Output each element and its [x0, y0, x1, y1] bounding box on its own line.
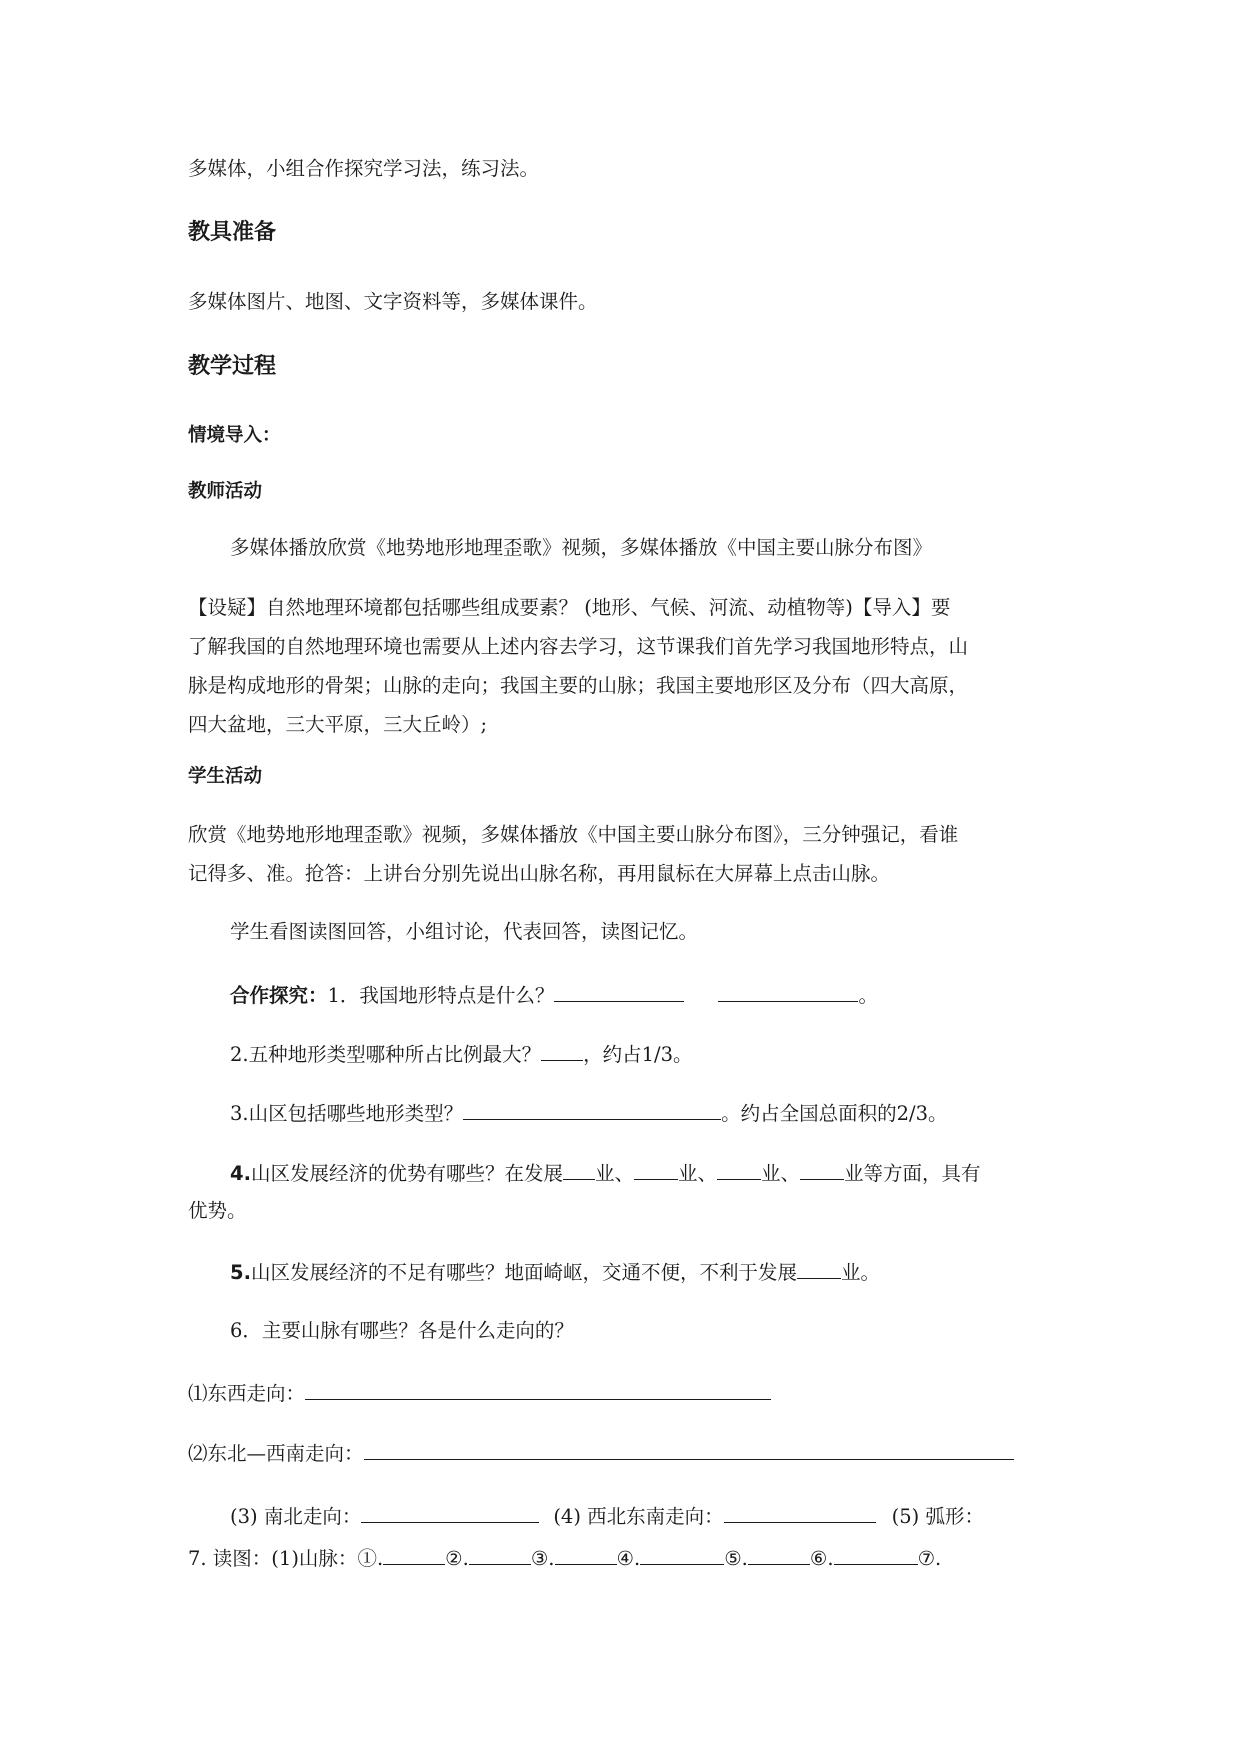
answer-blank[interactable]: [541, 1042, 583, 1061]
question-line-3: 脉是构成地形的骨架；山脉的走向；我国主要的山脉；我国主要地形区及分布（四大高原，: [188, 674, 969, 697]
question-line-1: 【设疑】自然地理环境都包括哪些组成要素？ (地形、气候、河流、动植物等)【导入】要: [188, 596, 951, 619]
exercise-2: [230, 1042, 693, 1066]
answer-blank[interactable]: [469, 1546, 531, 1565]
question-line-4: 四大盆地，三大平原，三大丘岭）;: [188, 713, 488, 736]
mountain-marker-3: ③.: [530, 1547, 555, 1570]
exercise-5-text: 山区发展经济的不足有哪些？地面崎岖，交通不便，不利于发展: [250, 1261, 797, 1284]
direction-label: (3) 南北走向：: [230, 1505, 362, 1528]
answer-blank[interactable]: [555, 1546, 617, 1565]
exercise-1-end: 。: [858, 984, 878, 1007]
answer-blank[interactable]: [640, 1546, 724, 1565]
teacher-activity-text: 多媒体播放欣赏《地势地形地理歪歌》视频，多媒体播放《中国主要山脉分布图》: [230, 536, 933, 559]
question-line-2: 了解我国的自然地理环境也需要从上述内容去学习，这节课我们首先学习我国地形特点，山: [188, 635, 969, 658]
mountain-marker-2: ②.: [445, 1547, 469, 1570]
heading-teaching-process: 教学过程: [188, 354, 277, 379]
answer-blank[interactable]: [364, 1441, 1014, 1460]
heading-teaching-tools: 教具准备: [188, 220, 277, 245]
mountain-marker-1: ①.: [357, 1547, 384, 1570]
student-activity-line-1: 欣赏《地势地形地理歪歌》视频，多媒体播放《中国主要山脉分布图》，三分钟强记，看谁: [188, 823, 959, 846]
mountain-marker-5: ⑤.: [724, 1547, 748, 1570]
exercise-4-suffix: 业、: [761, 1162, 801, 1185]
directions-row: [230, 1504, 984, 1528]
exercise-5-number: 5.: [230, 1261, 251, 1284]
answer-blank[interactable]: [748, 1546, 810, 1565]
answer-blank[interactable]: [463, 1101, 721, 1120]
exercise-7: [188, 1546, 941, 1570]
student-activity-line-2: 记得多、准。抢答：上讲台分别先说出山脉名称，再用鼠标在大屏幕上点击山脉。: [188, 862, 891, 885]
exercise-4-suffix: 业、: [595, 1162, 635, 1185]
student-activity-line-3: 学生看图读图回答，小组讨论，代表回答，读图记忆。: [230, 920, 699, 943]
direction-east-west: [188, 1381, 771, 1405]
answer-blank[interactable]: [634, 1161, 678, 1180]
exercise-1-text: 1．我国地形特点是什么？: [327, 984, 555, 1007]
exercise-7-label: 7. 读图：(1)山脉：: [188, 1547, 358, 1570]
exercise-5-end: 业。: [841, 1261, 881, 1284]
exercise-4-number: 4.: [230, 1162, 251, 1185]
answer-blank[interactable]: [800, 1161, 844, 1180]
heading-intro: 情境导入：: [188, 425, 281, 446]
direction-northeast-southwest: [188, 1441, 1014, 1465]
answer-blank[interactable]: [834, 1546, 918, 1565]
direction-label: (4) 西北东南走向：: [553, 1505, 724, 1528]
mountain-marker-6: ⑥.: [809, 1547, 834, 1570]
exercise-label: 合作探究：: [230, 984, 328, 1007]
answer-blank[interactable]: [724, 1504, 876, 1523]
direction-label: ⑵东北—西南走向：: [188, 1442, 364, 1465]
answer-blank[interactable]: [361, 1504, 539, 1523]
mountain-marker-7: ⑦.: [917, 1547, 942, 1570]
answer-blank[interactable]: [383, 1546, 445, 1565]
direction-label: ⑴东西走向：: [188, 1382, 306, 1405]
exercise-1: [230, 983, 878, 1007]
answer-blank[interactable]: [305, 1381, 771, 1400]
exercise-4-end: 业等方面，具有: [844, 1162, 981, 1185]
exercise-4-text: 山区发展经济的优势有哪些？在发展: [250, 1162, 563, 1185]
exercise-4-continued: 优势。: [188, 1199, 247, 1222]
exercise-3-end: 。约占全国总面积的2/3。: [721, 1102, 948, 1125]
answer-blank[interactable]: [563, 1161, 595, 1180]
answer-blank[interactable]: [797, 1260, 841, 1279]
exercise-5: [230, 1260, 880, 1284]
heading-student-activity: 学生活动: [188, 766, 263, 787]
mountain-marker-4: ④.: [616, 1547, 641, 1570]
exercise-3: [230, 1101, 948, 1125]
heading-teacher-activity: 教师活动: [188, 481, 263, 502]
tools-line: 多媒体图片、地图、文字资料等，多媒体课件。: [188, 290, 598, 313]
exercise-2-end: ，约占1/3。: [583, 1043, 693, 1066]
answer-blank[interactable]: [718, 983, 858, 1002]
exercise-2-text: 2.五种地形类型哪种所占比例最大？: [230, 1043, 542, 1066]
answer-blank[interactable]: [717, 1161, 761, 1180]
exercise-4: [230, 1161, 981, 1185]
exercise-3-text: 3.山区包括哪些地形类型？: [230, 1102, 464, 1125]
exercise-4-suffix: 业、: [678, 1162, 718, 1185]
answer-blank[interactable]: [554, 983, 684, 1002]
methods-line: 多媒体，小组合作探究学习法，练习法。: [188, 157, 540, 180]
direction-label: (5) 弧形：: [891, 1505, 984, 1528]
exercise-6: 6．主要山脉有哪些？各是什么走向的？: [230, 1319, 574, 1342]
